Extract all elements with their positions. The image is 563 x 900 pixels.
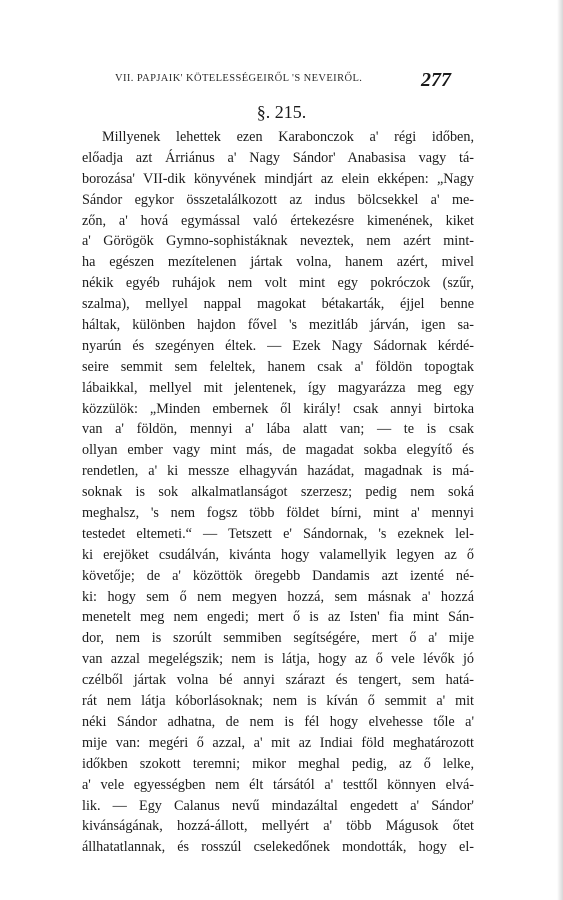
running-head: VII. PAPJAIK' KÖTELESSÉGEIRŐL 'S NEVEIRŐL. xyxy=(115,73,363,84)
text-line: meghalsz, 's nem fogsz több földet bírni, mint a' mennyi xyxy=(82,505,474,522)
text-line: nékik egyéb ruhájok nem volt mint egy pokróczok (szűr, xyxy=(82,275,474,292)
text-line: ollyan ember vagy mint más, de magadat sokba elegyítő és xyxy=(82,442,474,459)
text-line: állhatatlannak, és rosszúl cselekedőnek mondották, hogy el- xyxy=(82,839,474,856)
text-line: testedet eltemeti.“ — Tetszett e' Sándornak, 's ezeknek lel- xyxy=(82,525,474,542)
text-line: van a' földön, mennyi a' lába alatt van; — te is csak xyxy=(82,421,474,438)
text-line: követője; de a' közöttök öregebb Dandamis azt izenté né- xyxy=(82,567,474,584)
text-line: néki Sándor adhatna, de nem is fél hogy elvehesse tőle a' xyxy=(82,713,474,730)
text-line: ki erejöket csudálván, kivánta hogy valamellyik legyen az ő xyxy=(82,546,474,563)
text-line: időkben szokott teremni; mikor meghal pedig, az ő lelke, xyxy=(82,755,474,772)
text-line: lábaikkal, mellyel mit jelentenek, így magyarázza meg egy xyxy=(82,379,474,396)
text-line: lik. — Egy Calanus nevű mindazáltal engedett a' Sándor' xyxy=(82,797,474,814)
text-line: czélből jártak volna bé annyi szárazt és tengert, sem hatá- xyxy=(82,672,474,689)
text-line: Millyenek lehettek ezen Karabonczok a' régi időben, xyxy=(102,129,474,145)
text-line: ha egészen mezítelenen jártak volna, hanem azért, mivel xyxy=(82,254,474,271)
text-line: seire semmit sem feleltek, hanem csak a' földön topogtak xyxy=(82,358,474,375)
body-text xyxy=(82,127,474,858)
text-line: előadja azt Árriánus a' Nagy Sándor' Anabasisa vagy tá- xyxy=(82,149,474,166)
page-edge-shadow xyxy=(557,0,563,900)
text-line: szalma), mellyel nappal magokat bétakarták, éjjel benne xyxy=(82,296,474,313)
page-number: 277 xyxy=(421,69,451,91)
text-line: Sándor egykor összetalálkozott az indus bölcsekkel a' me- xyxy=(82,191,474,208)
text-line: zőn, a' hová egymással való értekezésre kimenének, kiket xyxy=(82,212,474,229)
text-line: a' vele egyességben nem élt társától a' testtől könnyen elvá- xyxy=(82,776,474,793)
text-line: menetelt meg nem engedi; mert ő is az Isten' fia mint Sán- xyxy=(82,609,474,626)
text-line: háltak, különben hajdon fővel 's mezitláb járván, igen sa- xyxy=(82,317,474,334)
section-heading: §. 215. xyxy=(256,102,307,122)
text-line: ki: hogy sem ő nem megyen hozzá, sem másnak a' hozzá xyxy=(82,588,474,605)
text-line: a' Görögök Gymno-sophistáknak neveztek, nem azért mint- xyxy=(82,233,474,250)
text-line: nyarún és szegényen éltek. — Ezek Nagy Sádornak kérdé- xyxy=(82,337,474,354)
text-line: mije van: megéri ő azzal, a' mit az Indiai föld meghatározott xyxy=(82,734,474,751)
text-line: dor, nem is szorúlt semmiben segítségére, mert ő a' mije xyxy=(82,630,474,647)
text-line: rendetlen, a' ki messze elhagyván hazádat, magadnak is má- xyxy=(82,463,474,480)
text-line: kivánságának, hozzá-állott, mellyért a' több Mágusok őtet xyxy=(82,818,474,835)
text-line: közzülök: „Minden embernek ől király! csak annyi birtoka xyxy=(82,400,474,417)
text-line: soknak is sok alkalmatlanságot szerzesz; pedig nem soká xyxy=(82,484,474,501)
text-line: van azzal megelégszik; nem is látja, hogy az ő vele lévők jó xyxy=(82,651,474,668)
text-line: borozása' VII-dik könyvének mindjárt az elein ekképen: „Nagy xyxy=(82,170,474,187)
text-line: rát nem látja kóborlásoknak; nem is kíván ő semmit a' mit xyxy=(82,693,474,710)
